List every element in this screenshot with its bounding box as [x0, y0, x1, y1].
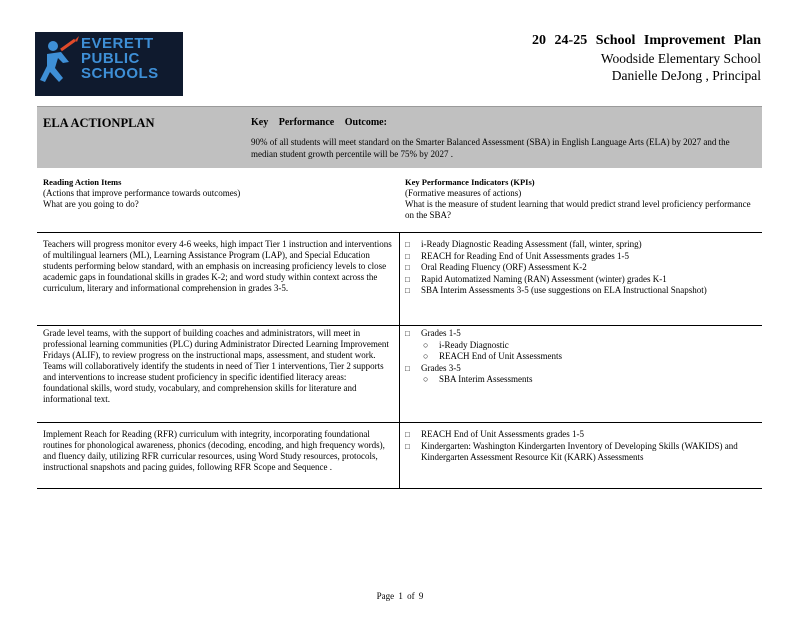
kpi-list	[405, 429, 755, 464]
page-number: Page 1 of 9	[376, 591, 424, 601]
list-item: □ Grades 1-5 ○ i-Ready Diagnostic ○ REACH End of Unit Assessments	[405, 328, 755, 363]
action-item: Implement Reach for Reading (RFR) curriculum with integrity, incorporating foundational routines for phonological awareness, phonics (decoding, encoding, and high frequency words), and fluency daily, utilizing RFR curricular resources, using Word Study resources, protocols, instructional snapshots and pacing guides, following RFR Scope and Sequence .	[43, 429, 385, 472]
plan-heading: ELA ACTIONPLAN	[43, 116, 155, 130]
action-items-label: Reading Action Items	[43, 177, 122, 187]
table-row	[37, 423, 762, 489]
action-items-header	[43, 177, 240, 210]
list-item: □ Kindergarten: Washington Kindergarten Inventory of Developing Skills (WAKIDS) and Kindergarten Assessment Resource Kit (KARK) Assessments	[405, 441, 755, 464]
kpo-text: 90% of all students will meet standard on the Smarter Balanced Assessment (SBA) in English Language Arts (ELA) by 2027 and the median student growth percentile will be 75% by 2027 .	[251, 137, 730, 159]
school-name: Woodside Elementary School	[600, 51, 761, 66]
list-item: ○ SBA Interim Assessments	[423, 374, 755, 386]
kpi-desc: (Formative measures of actions)	[405, 188, 522, 198]
kpi-label: Key Performance Indicators (KPIs)	[405, 177, 535, 187]
table-row	[37, 233, 762, 326]
action-items-question: What are you going to do?	[43, 199, 139, 209]
list-item: □ Rapid Automatized Naming (RAN) Assessment (winter) grades K-1	[405, 274, 755, 286]
action-item: Grade level teams, with the support of building coaches and administrators, will meet in professional learning communities (PLC) during Administrator Directed Learning Improvement Fridays (ALIF), to review progress on the instructional maps, assessment, and student work. Teams will collaboratively identify the students in need of Tier 1 interventions, Tier 2 supports and interventions to increase student proficiency in specific identified literacy areas: foundational skills, word study, vocabulary, and comprehension skills for literature and informational text.	[43, 328, 389, 404]
table-row	[37, 326, 762, 423]
logo-line-1: EVERETT	[81, 35, 154, 52]
list-item: □ REACH for Reading End of Unit Assessments grades 1-5	[405, 251, 755, 263]
list-item: ○ i-Ready Diagnostic	[423, 340, 755, 352]
kpi-header	[405, 177, 755, 221]
kpi-question: What is the measure of student learning that would predict strand level proficiency performance on the SBA?	[405, 199, 751, 220]
list-item: □ Oral Reading Fluency (ORF) Assessment K-2	[405, 262, 755, 274]
document-header	[532, 32, 761, 84]
action-item: Teachers will progress monitor every 4-6 weeks, high impact Tier 1 instruction and interventions of multilingual learners (ML), Learning Assistance Program (LAP), and Special Education students performing below standard, with an emphasis on increasing proficiency levels to close academic gaps in foundational skills in grades K-2; and word study within context across the curriculum, literary and informational comprehension in grades 3-5.	[43, 239, 392, 293]
kpi-list	[405, 239, 755, 297]
action-plan-table	[37, 106, 762, 489]
plan-title: 20 24-25 School Improvement Plan	[532, 33, 761, 48]
list-item: □ SBA Interim Assessments 3-5 (use suggestions on ELA Instructional Snapshot)	[405, 285, 755, 297]
logo-line-2: PUBLIC	[81, 50, 140, 67]
action-items-desc: (Actions that improve performance towards outcomes)	[43, 188, 241, 198]
list-item: □ REACH End of Unit Assessments grades 1-5	[405, 429, 755, 441]
column-headers	[37, 168, 762, 233]
district-logo	[35, 32, 183, 96]
list-item: □ Grades 3-5 ○ SBA Interim Assessments	[405, 363, 755, 386]
logo-line-3: SCHOOLS	[81, 65, 159, 82]
principal-name: Danielle DeJong , Principal	[611, 68, 761, 83]
list-item: □ i-Ready Diagnostic Reading Assessment (fall, winter, spring)	[405, 239, 755, 251]
plan-heading-band	[37, 106, 762, 168]
kpi-list	[405, 328, 755, 386]
kpo-label: Key Performance Outcome:	[251, 117, 387, 128]
list-item: ○ REACH End of Unit Assessments	[423, 351, 755, 363]
